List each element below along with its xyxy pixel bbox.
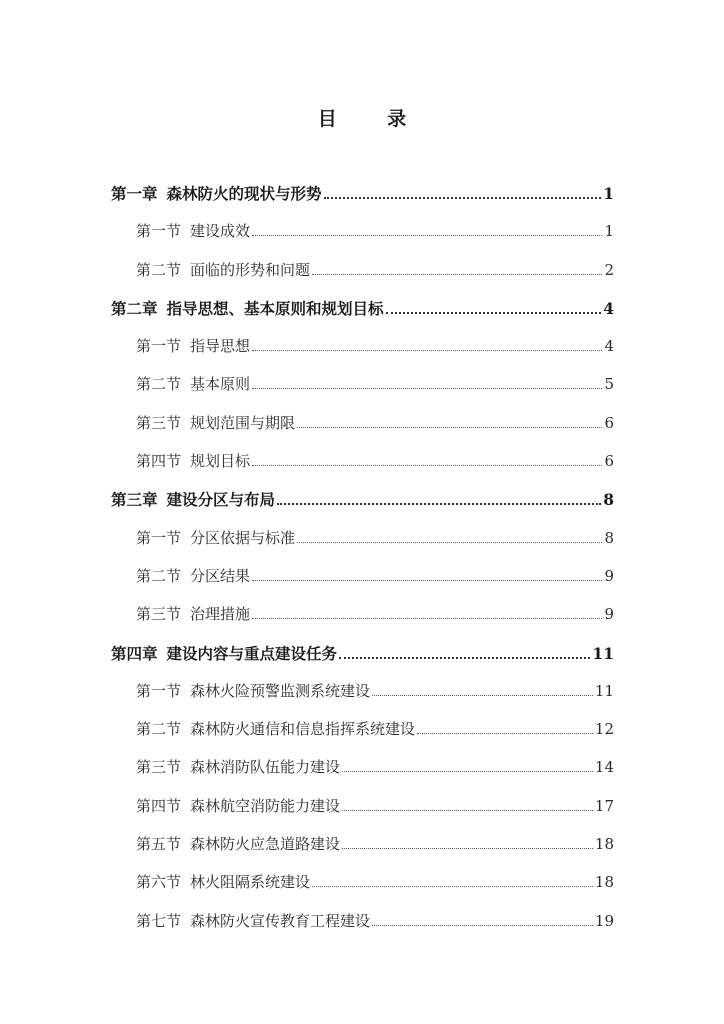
toc-entry-title: 森林消防队伍能力建设 — [190, 758, 341, 777]
toc-entry-title: 规划范围与期限 — [190, 413, 296, 432]
toc-section-entry[interactable] — [111, 565, 614, 603]
toc-chapter-entry[interactable] — [111, 642, 614, 680]
toc-entry-title: 建设分区与布局 — [166, 490, 276, 510]
toc-entry-number: 第五节 — [136, 835, 182, 854]
toc-page-number: 9 — [604, 566, 614, 585]
toc-dot-leader — [297, 426, 602, 428]
toc-section-entry[interactable] — [111, 527, 614, 565]
toc-dot-leader — [312, 885, 593, 887]
toc-dot-leader — [417, 732, 593, 734]
toc-page-number: 11 — [594, 681, 614, 700]
toc-dot-leader — [372, 694, 593, 696]
toc-dot-leader — [324, 196, 602, 199]
toc-entry-title: 森林防火通信和信息指挥系统建设 — [190, 720, 416, 739]
toc-entry-number: 第一节 — [136, 337, 182, 356]
toc-entry-title: 分区结果 — [190, 566, 251, 585]
toc-entry-label — [111, 297, 384, 319]
toc-section-entry[interactable] — [111, 373, 614, 411]
toc-section-entry[interactable] — [111, 680, 614, 718]
toc-section-entry[interactable] — [111, 910, 614, 948]
toc-page-number: 4 — [603, 298, 614, 318]
toc-entry-number: 第一节 — [136, 681, 182, 700]
toc-entry-title: 建设内容与重点建设任务 — [166, 643, 338, 663]
toc-dot-leader — [252, 464, 602, 466]
toc-page-number: 6 — [604, 413, 614, 432]
toc-page-number: 14 — [594, 758, 614, 777]
toc-chapter-entry[interactable] — [111, 297, 614, 335]
toc-page-number: 1 — [604, 222, 614, 241]
toc-page-number: 19 — [594, 911, 614, 930]
toc-entry-label — [136, 373, 250, 394]
toc-dot-leader — [252, 579, 602, 581]
toc-dot-leader — [372, 924, 593, 926]
toc-dot-leader — [339, 656, 590, 659]
toc-dot-leader — [252, 387, 602, 389]
toc-page-number: 1 — [603, 184, 614, 203]
toc-dot-leader — [312, 273, 602, 275]
toc-entry-number: 第一节 — [136, 528, 182, 547]
toc-entry-title: 森林防火宣传教育工程建设 — [190, 911, 371, 930]
toc-section-entry[interactable] — [111, 450, 614, 488]
toc-entry-label — [136, 756, 340, 777]
toc-section-entry[interactable] — [111, 833, 614, 871]
toc-entry-number: 第四章 — [111, 643, 158, 663]
toc-page-number: 11 — [592, 643, 614, 663]
toc-section-entry[interactable] — [111, 412, 614, 450]
toc-list — [111, 182, 614, 948]
toc-entry-label — [136, 718, 415, 739]
toc-entry-title: 规划目标 — [190, 452, 251, 471]
toc-page-number: 17 — [594, 796, 614, 815]
toc-entry-label — [136, 335, 250, 356]
toc-entry-label — [136, 259, 310, 280]
toc-section-entry[interactable] — [111, 335, 614, 373]
toc-section-entry[interactable] — [111, 871, 614, 909]
toc-entry-number: 第二节 — [136, 566, 182, 585]
toc-entry-title: 指导思想、基本原则和规划目标 — [166, 298, 384, 318]
toc-entry-label — [136, 603, 250, 624]
toc-entry-title: 森林防火的现状与形势 — [166, 184, 322, 203]
toc-entry-label — [136, 220, 250, 241]
toc-dot-leader — [252, 349, 602, 351]
toc-page-number: 9 — [604, 605, 614, 624]
toc-page-number: 5 — [604, 375, 614, 394]
toc-entry-number: 第三节 — [136, 413, 182, 432]
toc-entry-number: 第一节 — [136, 222, 182, 241]
toc-entry-number: 第二节 — [136, 720, 182, 739]
toc-entry-number: 第三节 — [136, 758, 182, 777]
toc-entry-label — [136, 680, 370, 701]
toc-entry-number: 第二章 — [111, 298, 158, 318]
toc-entry-label — [111, 488, 275, 510]
toc-entry-label — [136, 412, 295, 433]
toc-page-number: 6 — [604, 452, 614, 471]
toc-section-entry[interactable] — [111, 603, 614, 641]
toc-page-number: 18 — [594, 835, 614, 854]
toc-entry-label — [136, 565, 250, 586]
toc-chapter-entry[interactable] — [111, 182, 614, 220]
toc-entry-label — [136, 527, 295, 548]
toc-entry-title: 森林防火应急道路建设 — [190, 835, 341, 854]
toc-entry-title: 林火阻隔系统建设 — [190, 873, 311, 892]
toc-entry-title: 面临的形势和问题 — [190, 260, 311, 279]
toc-entry-label — [136, 871, 310, 892]
toc-entry-number: 第一章 — [111, 184, 158, 203]
toc-page-number: 4 — [604, 337, 614, 356]
toc-entry-number: 第七节 — [136, 911, 182, 930]
toc-section-entry[interactable] — [111, 718, 614, 756]
toc-entry-number: 第三节 — [136, 605, 182, 624]
toc-entry-number: 第二节 — [136, 375, 182, 394]
toc-entry-label — [136, 795, 340, 816]
toc-entry-title: 建设成效 — [190, 222, 251, 241]
toc-entry-number: 第六节 — [136, 873, 182, 892]
toc-page-number: 18 — [594, 873, 614, 892]
toc-entry-label — [136, 450, 250, 471]
toc-dot-leader — [297, 541, 602, 543]
toc-entry-title: 治理措施 — [190, 605, 251, 624]
toc-entry-number: 第二节 — [136, 260, 182, 279]
toc-entry-label — [111, 642, 337, 664]
toc-section-entry[interactable] — [111, 756, 614, 794]
toc-dot-leader — [277, 502, 601, 505]
toc-dot-leader — [386, 311, 602, 314]
toc-entry-number: 第四节 — [136, 796, 182, 815]
toc-dot-leader — [342, 847, 593, 849]
toc-dot-leader — [252, 617, 602, 619]
toc-page-number: 8 — [604, 528, 614, 547]
toc-title: 目 录 — [317, 108, 429, 130]
toc-entry-label — [136, 910, 370, 931]
toc-section-entry[interactable] — [111, 259, 614, 297]
toc-dot-leader — [342, 770, 593, 772]
toc-entry-number: 第四节 — [136, 452, 182, 471]
toc-entry-title: 基本原则 — [190, 375, 251, 394]
toc-page-number: 2 — [604, 260, 614, 279]
toc-dot-leader — [252, 234, 602, 236]
toc-entry-title: 指导思想 — [190, 337, 251, 356]
toc-section-entry[interactable] — [111, 795, 614, 833]
toc-page-number: 12 — [594, 720, 614, 739]
toc-entry-title: 森林火险预警监测系统建设 — [190, 681, 371, 700]
toc-entry-label — [111, 182, 322, 204]
toc-entry-title: 森林航空消防能力建设 — [190, 796, 341, 815]
toc-entry-label — [136, 833, 340, 854]
toc-chapter-entry[interactable] — [111, 488, 614, 526]
toc-page-number: 8 — [603, 490, 614, 510]
toc-entry-title: 分区依据与标准 — [190, 528, 296, 547]
toc-entry-number: 第三章 — [111, 490, 158, 510]
toc-dot-leader — [342, 809, 593, 811]
toc-section-entry[interactable] — [111, 220, 614, 258]
